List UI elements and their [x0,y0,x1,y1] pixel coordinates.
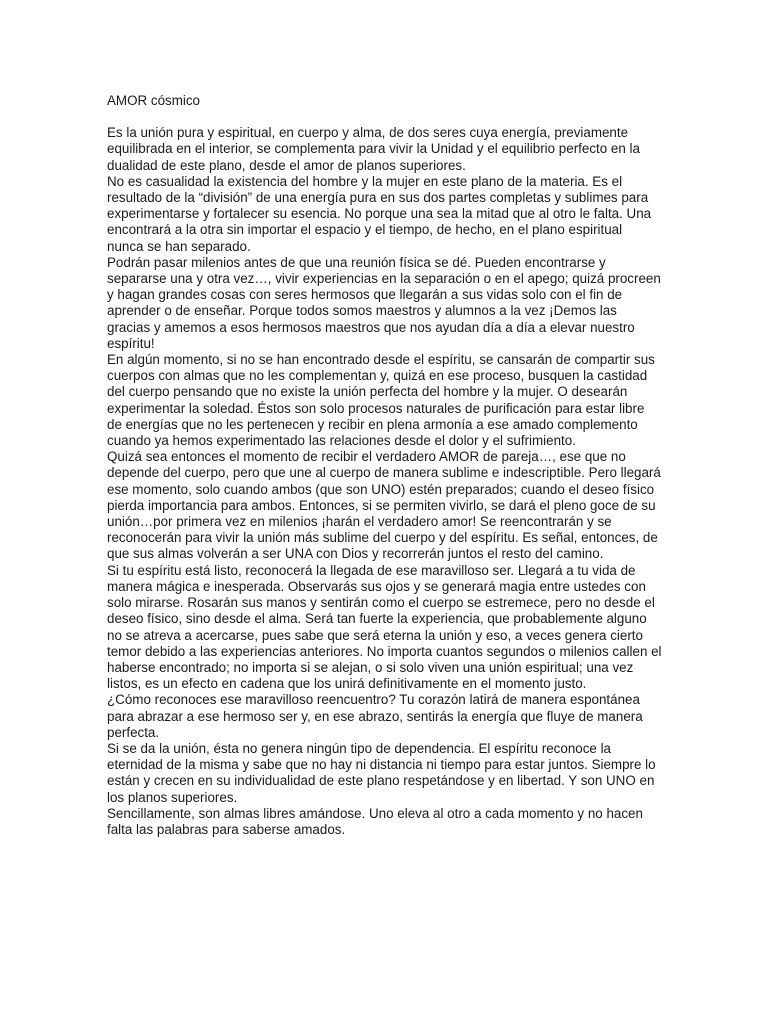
document-paragraph: No es casualidad la existencia del hombre y la mujer en este plano de la materia. Es el resultado de la “división” de una energía pura en sus dos partes completas y sublimes para experimentarse y fortalecer su esencia. No porque una sea la mitad que al otro le falta. Una encontrará a la otra sin importar el espacio y el tiempo, de hecho, en el plano espiritual nunca se han separado. [107,173,652,254]
document-paragraph: Es la unión pura y espiritual, en cuerpo y alma, de dos seres cuya energía, previamente equilibrada en el interior, se complementa para vivir la Unidad y el equilibrio perfecto en la dualidad de este plano, desde el amor de planos superiores. [107,125,640,173]
document-paragraph: Sencillamente, son almas libres amándose. Uno eleva al otro a cada momento y no hacen falta las palabras para saberse amados. [107,805,643,837]
document-paragraph: Podrán pasar milenios antes de que una reunión física se dé. Pueden encontrarse y separarse una y otra vez…, vivir experiencias en la separación o en el apego; quizá procreen y hagan grandes cosas con seres hermosos que llegarán a sus vidas solo con el fin de aprender o de enseñar. Porque todos somos maestros y alumnos a la vez ¡Demos las gracias y amemos a esos hermosos maestros que nos ayudan día a día a elevar nuestro espíritu! [107,254,661,351]
document-title: AMOR cósmico [107,93,201,108]
document-body [107,93,662,838]
document-paragraph: ¿Cómo reconoces ese maravilloso reencuentro? Tu corazón latirá de manera espontánea para abrazar a ese hermoso ser y, en ese abrazo, sentirás la energía que fluye de manera perfecta. [107,692,643,740]
document-paragraph: Si tu espíritu está listo, reconocerá la llegada de ese maravilloso ser. Llegará a tu vida de manera mágica e inesperada. Observarás sus ojos y se generará magia entre ustedes con solo mirarse. Rosarán sus manos y sentirán como el cuerpo se estremece, pero no desde el deseo físico, sino desde el alma. Será tan fuerte la experiencia, que probablemente alguno no se atreva a acercarse, pues sabe que será eterna la unión y eso, a veces genera cierto temor debido a las experiencias anteriores. No importa cuantos segundos o milenios callen el haberse encontrado; no importa si se alejan, o si solo viven una unión espiritual; una vez listos, es un efecto en cadena que los unirá definitivamente en el momento justo. [107,562,662,692]
document-paragraph: En algún momento, si no se han encontrado desde el espíritu, se cansarán de compartir sus cuerpos con almas que no les complementan y, quizá en ese proceso, busquen la castidad del cuerpo pensando que no existe la unión perfecta del hombre y la mujer. O desearán experimentar la soledad. Éstos son solo procesos naturales de purificación para estar libre de energías que no les pertenecen y recibir en plena armonía a ese amado complemento cuando ya hemos experimentado las relaciones desde el dolor y el sufrimiento. [107,352,655,449]
document-paragraph: Si se da la unión, ésta no genera ningún tipo de dependencia. El espíritu reconoce la eternidad de la misma y sabe que no hay ni distancia ni tiempo para estar juntos. Siempre lo están y crecen en su individualidad de este plano respetándose y en libertad. Y son UNO en los planos superiores. [107,740,656,805]
document-paragraph: Quizá sea entonces el momento de recibir el verdadero AMOR de pareja…, ese que no depende del cuerpo, pero que une al cuerpo de manera sublime e indescriptible. Pero llegará ese momento, solo cuando ambos (que son UNO) estén preparados; cuando el deseo físico pierda importancia para ambos. Entonces, si se permiten vivirlo, se dará el pleno goce de su unión…por primera vez en milenios ¡harán el verdadero amor! Se reencontrarán y se reconocerán para vivir la unión más sublime del cuerpo y del espíritu. Es señal, entonces, de que sus almas volverán a ser UNA con Dios y recorrerán juntos el resto del camino. [107,449,661,562]
